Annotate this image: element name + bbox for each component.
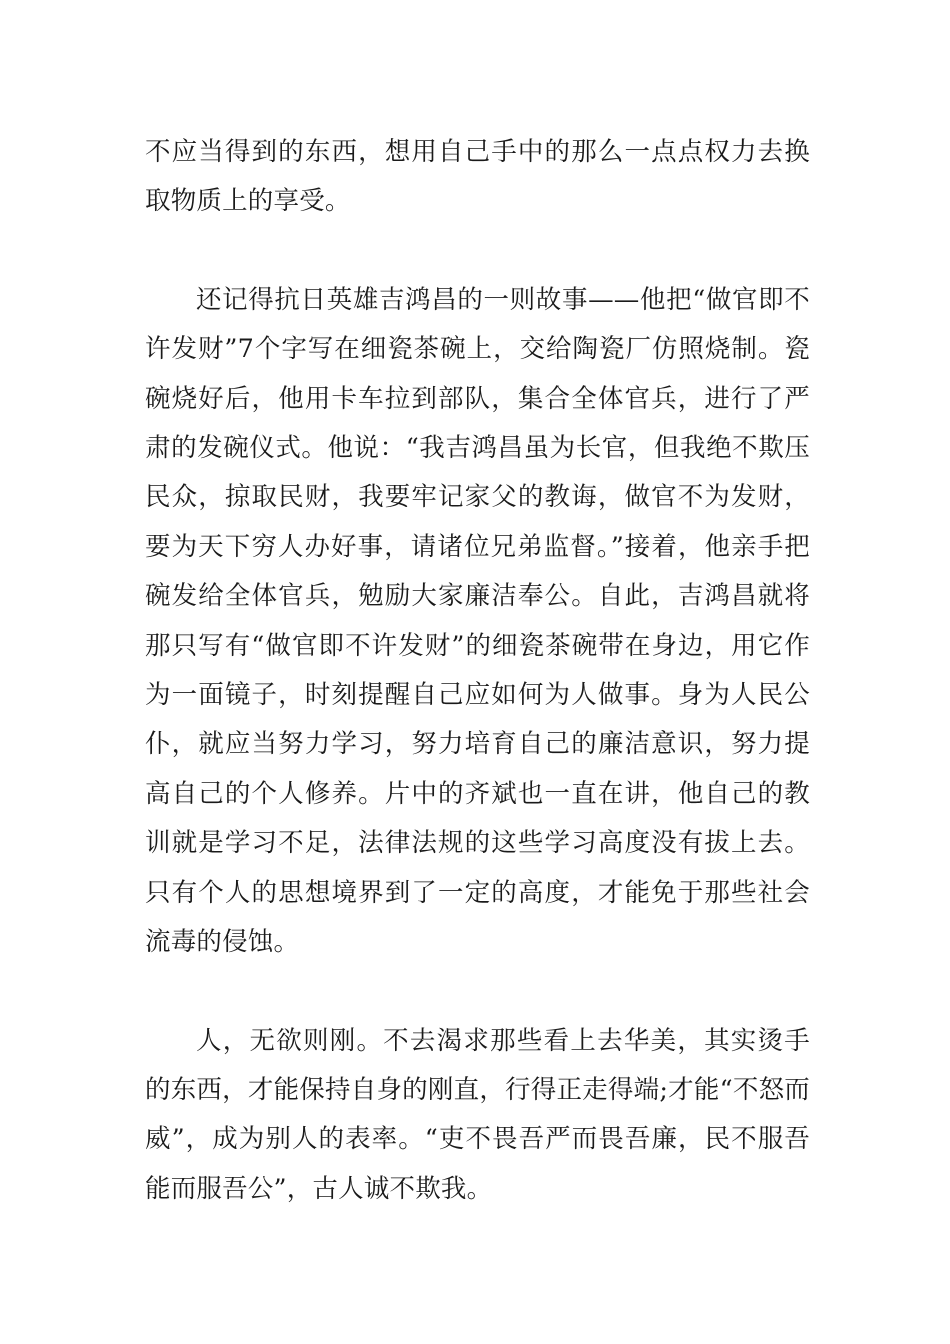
paragraph-continuation: 不应当得到的东西，想用自己手中的那么一点点权力去换取物质上的享受。 <box>145 137 810 217</box>
paragraph-ji-hongchang-story: 还记得抗日英雄吉鸿昌的一则故事——他把“做官即不许发财”7个字写在细瓷茶碗上，交给陶瓷厂仿照烧制。瓷碗烧好后，他用卡车拉到部队，集合全体官兵，进行了严肃的发碗仪式。他说：“我吉鸿昌虽为长官，但我绝不欺压民众，掠取民财，我要牢记家父的教诲，做官不为发财，要为天下穷人办好事，请诸位兄弟监督。”接着，他亲手把碗发给全体官兵，勉励大家廉洁奉公。自此，吉鸿昌就将那只写有“做官即不许发财”的细瓷茶碗带在身边，用它作为一面镜子，时刻提醒自己应如何为人做事。身为人民公仆，就应当努力学习，努力培育自己的廉洁意识，努力提高自己的个人修养。片中的齐斌也一直在讲，他自己的教训就是学习不足，法律法规的这些学习高度没有拔上去。只有个人的思想境界到了一定的高度，才能免于那些社会流毒的侵蚀。 <box>145 284 810 958</box>
paragraph-no-desire-strength: 人，无欲则刚。不去渴求那些看上去华美，其实烫手的东西，才能保持自身的刚直，行得正走得端;才能“不怒而威”，成为别人的表率。“吏不畏吾严而畏吾廉，民不服吾能而服吾公”，古人诚不欺我。 <box>145 1025 810 1204</box>
document-body <box>145 128 810 1214</box>
